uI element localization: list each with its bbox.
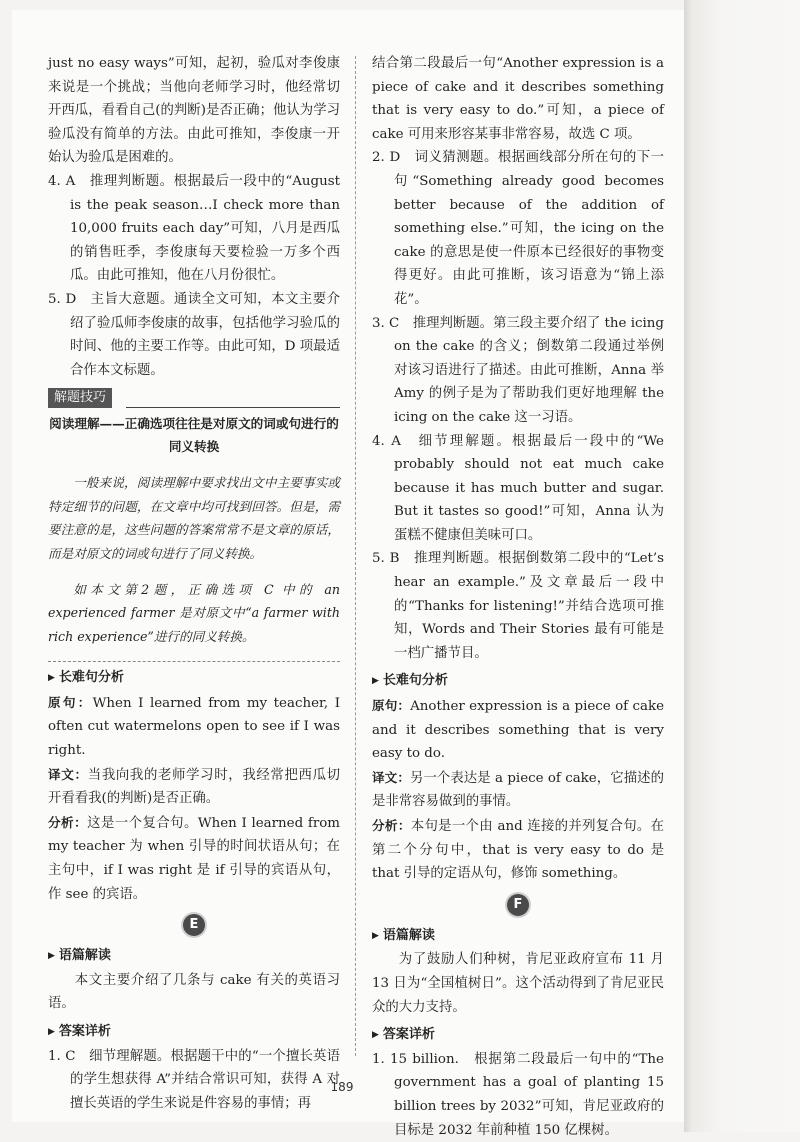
passage-heading: ▶ 语篇解读: [372, 924, 664, 949]
analysis: 分析：这是一个复合句。When I learned from my teacher 为 when 引导的时间状语从句；在主句中，if I was right 是 if 引导的宾语从句，作 see 的宾语。: [48, 814, 340, 902]
arrow-icon: ▶: [48, 673, 55, 684]
tip-rule: [126, 407, 340, 408]
answer-item-5: 5. B 推理判断题。根据倒数第二段中的“Let’s hear an example.”及文章最后一段中的“Thanks for listening!”并结合选项可推知，Words and Their Stories 最有可能是一档广播节目。: [372, 551, 664, 661]
section-letter: F: [507, 894, 529, 916]
left-column: [48, 52, 340, 1115]
passage-heading: ▶ 语篇解读: [48, 944, 340, 969]
answer-item-2: 2. D 词义猜测题。根据画线部分所在句的下一句“Something already good becomes better because of the addition of something else.”可知，the icing on the cake 的意思是使一件原本已经很好的事物变得更好。由此可推断，该习语意为“锦上添花”。: [372, 150, 664, 307]
answer-item-1: 1. 15 billion. 根据第二段最后一句中的“The government has a goal of planting 15 billion trees by 2032”可知，肯尼亚政府的目标是 2032 年前种植 150 亿棵树。: [372, 1051, 664, 1138]
page-number: 189: [330, 1080, 354, 1094]
column-divider: [355, 56, 356, 1056]
arrow-icon: ▶: [372, 676, 379, 687]
answer-item-3: 3. C 推理判断题。第三段主要介绍了 the icing on the cake 的含义；倒数第二段通过举例对该习语进行了描述。由此可推断，Anna 举 Amy 的例子是为了帮助我们更好地理解 the icing on the cake 这一习语。: [372, 315, 664, 425]
arrow-icon: ▶: [48, 951, 55, 962]
continued-text: 结合第二段最后一句“Another expression is a piece of cake and it describes something that is very easy to do.”可知，a piece of cake 可用来形容某事非常容易，故选 C 项。: [372, 56, 664, 142]
tip-paragraph-1: 一般来说，阅读理解中要求找出文中主要事实或特定细节的问题，在文章中均可找到回答。但是，需要注意的是，这些问题的答案常常不是文章的原话，而是对原文的词或句进行了同义转换。: [48, 474, 340, 561]
long-sentence-heading: ▶ 长难句分析: [48, 666, 340, 691]
tip-label: 解题技巧: [48, 388, 112, 408]
section-badge-f: [372, 890, 664, 920]
original-sentence: 原句：Another expression is a piece of cake and it describes something that is very easy to do.: [372, 698, 664, 762]
answer-item-5: 5. D 主旨大意题。通读全文可知，本文主要介绍了验瓜师李俊康的故事，包括他学习验瓜的时间、他的主要工作等。由此可知，D 项最适合作本文标题。: [48, 291, 340, 378]
arrow-icon: ▶: [372, 930, 379, 941]
arrow-icon: ▶: [48, 1026, 55, 1037]
book-edge-shadow: [684, 0, 800, 1132]
tip-title: 阅读理解——正确选项往往是对原文的词或句进行的同义转换: [49, 416, 339, 455]
long-sentence-heading: ▶ 长难句分析: [372, 669, 664, 694]
arrow-icon: ▶: [372, 1030, 379, 1041]
right-column: [372, 52, 664, 1142]
passage-summary: 本文主要介绍了几条与 cake 有关的英语习语。: [48, 972, 340, 1012]
answer-item-4: 4. A 推理判断题。根据最后一段中的“August is the peak season…I check more than 10,000 fruits each day”可知，八月是西瓜的销售旺季，李俊康每天要检验一万多个西瓜。由此可推知，他在八月份很忙。: [48, 173, 340, 284]
answer-item-4: 4. A 细节理解题。根据最后一段中的“We probably should not eat much cake because it has much butter and sugar. But it tastes so good!”可知，Anna 认为蛋糕不健康但美味可口。: [372, 433, 664, 543]
answer-item-1: 1. C 细节理解题。根据题干中的“一个擅长英语的学生想获得 A”并结合常识可知，获得 A 对擅长英语的学生来说是件容易的事情；再: [48, 1048, 340, 1111]
tip-header: [48, 386, 340, 410]
tip-paragraph-2: 如本文第2题，正确选项 C 中的 an experienced farmer 是对原文中“a farmer with rich experience”进行的同义转换。: [48, 581, 340, 645]
section-letter: E: [183, 914, 205, 936]
translation: 译文：当我向我的老师学习时，我经常把西瓜切开看看我(的判断)是否正确。: [48, 766, 341, 807]
passage-summary: 为了鼓励人们种树，肯尼亚政府宣布 11 月 13 日为“全国植树日”。这个活动得到了肯尼亚民众的大力支持。: [372, 952, 664, 1015]
tip-separator: [48, 661, 340, 662]
answers-heading: ▶ 答案详析: [48, 1020, 340, 1045]
section-badge-e: [48, 910, 340, 940]
analysis: 分析：本句是一个由 and 连接的并列复合句。在第二个分句中，that is very easy to do 是 that 引导的定语从句，修饰 something。: [372, 818, 665, 882]
translation: 译文：另一个表达是 a piece of cake，它描述的是非常容易做到的事情。: [372, 769, 664, 810]
continued-text: just no easy ways”可知，起初，验瓜对李俊康来说是一个挑战；当他向老师学习时，他经常切开西瓜，看看自己(的判断)是否正确；他认为学习验瓜没有简单的方法。由此可推知，李俊康一开始认为验瓜是困难的。: [48, 56, 340, 166]
answers-heading: ▶ 答案详析: [372, 1023, 664, 1048]
original-sentence: 原句：When I learned from my teacher, I often cut watermelons open to see if I was right.: [48, 694, 341, 759]
